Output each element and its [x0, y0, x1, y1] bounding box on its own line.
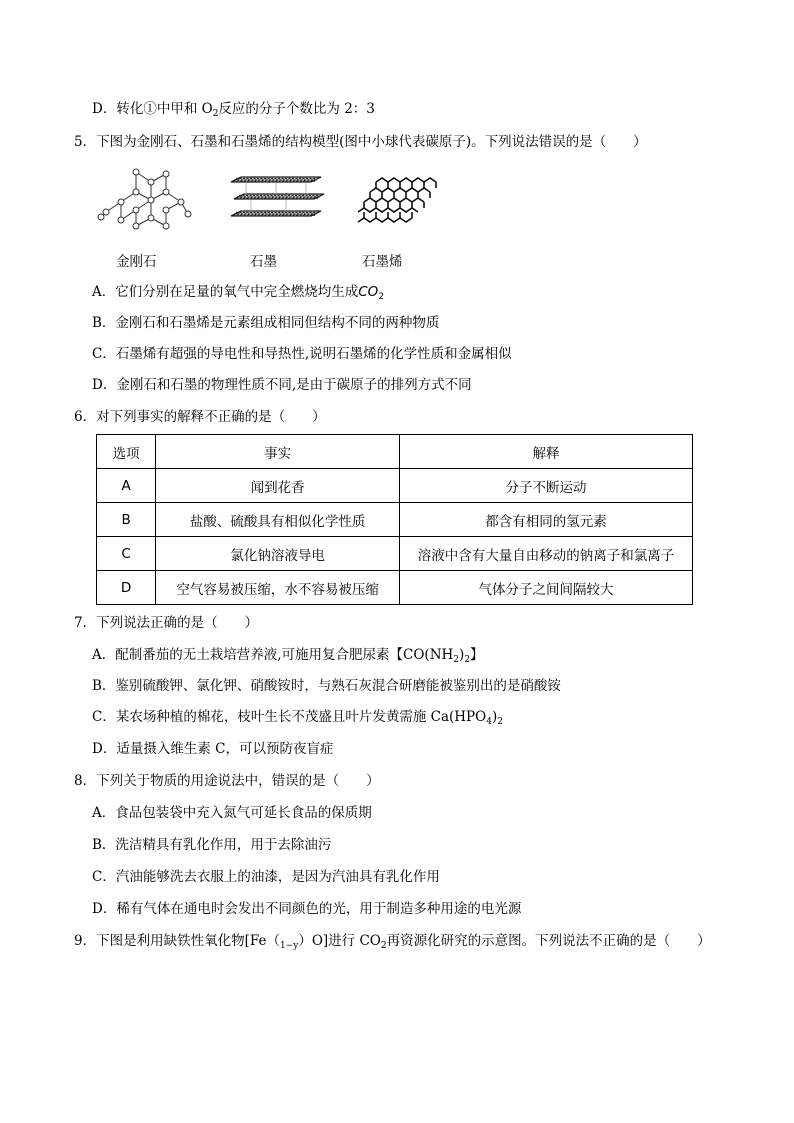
q4-option-d-text-end: 反应的分子个数比为 2：3	[218, 101, 375, 117]
q7-option-a-subscript: 2	[453, 655, 460, 665]
q7-option-a-bracket: 】	[470, 647, 484, 663]
row-explanation: 气体分子之间间隔较大	[400, 571, 693, 605]
q8-option-c: C．汽油能够洗去衣服上的油漆，是因为汽油具有乳化作用	[92, 869, 440, 885]
caption-graphite: 石墨	[250, 254, 277, 270]
q4-option-d	[92, 100, 375, 123]
q5-option-b: B．金刚石和石墨烯是元素组成相同但结构不同的两种物质	[92, 315, 440, 331]
graphite-structure-image	[231, 177, 324, 216]
q6-stem: 6．对下列事实的解释不正确的是（ ）	[74, 409, 326, 425]
q9-stem	[74, 932, 711, 955]
q7-option-c	[92, 708, 503, 731]
q4-option-d-text: D．转化①中甲和 O	[92, 101, 213, 117]
q9-stem-subscript-2: 2	[380, 941, 387, 951]
header-option: 选项	[97, 435, 156, 469]
q7-option-b: B．鉴别硫酸钾、氯化钾、硝酸铵时，与熟石灰混合研磨能被鉴别出的是硝酸铵	[92, 678, 561, 694]
q7-option-c-subscript: 4	[486, 717, 492, 727]
q5-option-c: C．石墨烯有超强的导电性和导热性,说明石墨烯的化学性质和金属相似	[92, 346, 512, 362]
table-row	[97, 537, 693, 571]
q8-option-b: B．洗洁精具有乳化作用，用于去除油污	[92, 837, 332, 853]
row-explanation: 溶液中含有大量自由移动的钠离子和氯离子	[400, 537, 693, 571]
q7-option-a-subscript-2: 2	[464, 655, 471, 665]
q8-option-a: A．食品包装袋中充入氮气可延长食品的保质期	[92, 805, 372, 821]
q8-option-d: D．稀有气体在通电时会发出不同颜色的光，用于制造多种用途的电光源	[92, 901, 522, 917]
facts-table	[96, 434, 693, 605]
table-header-row	[97, 435, 693, 469]
row-explanation: 分子不断运动	[400, 469, 693, 503]
q9-stem-text-mid: ）O]进行 CO	[298, 933, 381, 949]
q7-stem: 7．下列说法正确的是（ ）	[74, 615, 259, 631]
q7-option-d: D．适量摄入维生素 C，可以预防夜盲症	[92, 741, 334, 757]
row-fact: 氯化钠溶液导电	[156, 537, 400, 571]
q7-option-a-text: A．配制番茄的无土栽培营养液,可施用复合肥尿素【CO(NH	[92, 647, 454, 663]
row-explanation: 都含有相同的氢元素	[400, 503, 693, 537]
table-row	[97, 571, 693, 605]
header-explanation: 解释	[400, 435, 693, 469]
row-fact: 闻到花香	[156, 469, 400, 503]
q5-option-a-subscript: 2	[378, 292, 385, 302]
header-fact: 事实	[156, 435, 400, 469]
diamond-structure-image	[98, 169, 191, 229]
row-option: B	[97, 503, 156, 537]
row-option: C	[97, 537, 156, 571]
q9-stem-text-end: 再资源化研究的示意图。下列说法不正确的是（ ）	[386, 933, 711, 949]
q5-stem: 5．下图为金刚石、石墨和石墨烯的结构模型(图中小球代表碳原子)。下列说法错误的是（ ）	[74, 134, 647, 150]
row-option: A	[97, 469, 156, 503]
q9-stem-subscript: 1−y	[279, 941, 299, 951]
graphene-structure-image	[358, 172, 441, 228]
row-fact: 空气容易被压缩，水不容易被压缩	[156, 571, 400, 605]
carbon-structure-figure	[96, 162, 446, 242]
q5-option-d: D．金刚石和石墨的物理性质不同,是由于碳原子的排列方式不同	[92, 377, 472, 393]
q7-option-a	[92, 646, 484, 669]
q5-option-a	[92, 283, 384, 306]
q5-option-a-text: A．它们分别在足量的氧气中完全燃烧均生成	[92, 284, 359, 300]
q7-option-c-subscript-2: 2	[497, 717, 503, 727]
caption-graphene: 石墨烯	[362, 254, 403, 270]
q7-option-c-text: C．某农场种植的棉花，枝叶生长不茂盛且叶片发黄需施 Ca(HPO	[92, 709, 487, 725]
q7-option-a-paren: )	[459, 647, 465, 663]
carbon-structures-svg	[96, 162, 446, 242]
q4-option-d-subscript: 2	[212, 109, 219, 119]
q5-option-a-formula: CO	[358, 284, 379, 300]
row-fact: 盐酸、硫酸具有相似化学性质	[156, 503, 400, 537]
q9-stem-text: 9．下图是利用缺铁性氧化物[Fe（	[74, 933, 280, 949]
table-row	[97, 469, 693, 503]
q8-stem: 8．下列关于物质的用途说法中，错误的是（ ）	[74, 773, 380, 789]
row-option: D	[97, 571, 156, 605]
caption-diamond: 金刚石	[116, 254, 157, 270]
table-row	[97, 503, 693, 537]
q7-option-c-paren: )	[491, 709, 498, 725]
